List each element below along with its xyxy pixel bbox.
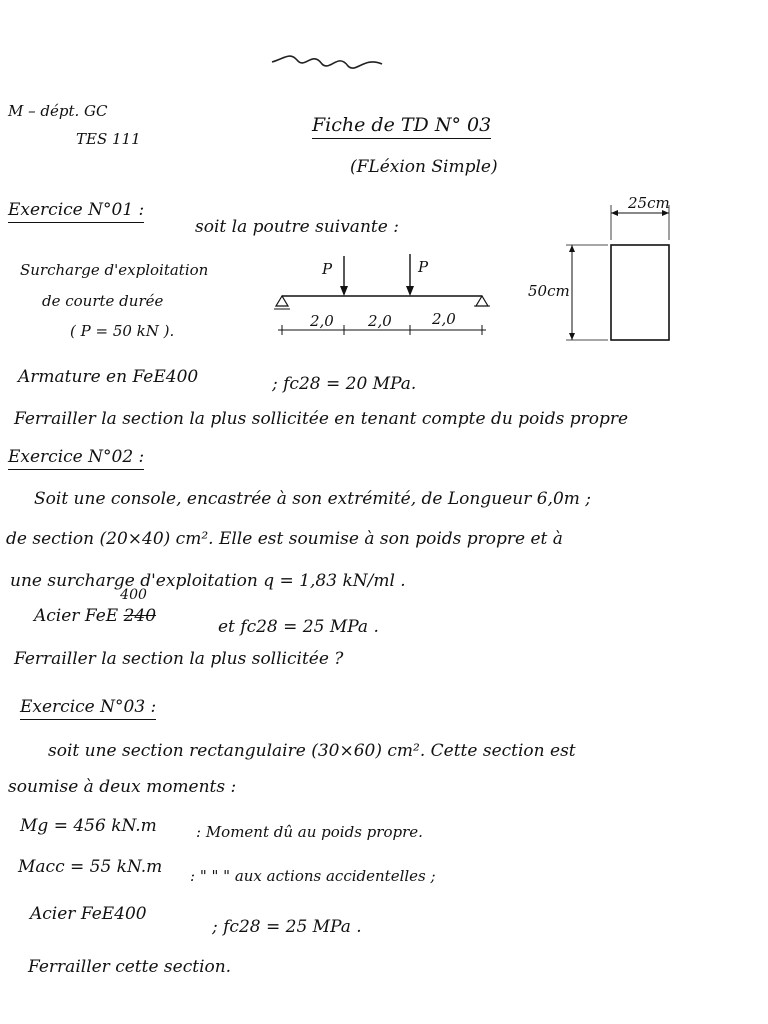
exercise-2-steel: [34, 587, 157, 626]
section-width-label: 25cm: [628, 194, 670, 212]
load-label-1: P: [322, 260, 333, 278]
exercise-3-moment-1-description: : Moment dû au poids propre.: [196, 823, 423, 841]
exercise-2-line-3: une surcharge d'exploitation q = 1,83 kN/ml .: [10, 571, 406, 591]
module-code: TES 111: [76, 130, 141, 148]
exercise-3-line-2: soumise à deux moments :: [8, 777, 237, 797]
exercise-2-steel-old-grade: 240: [123, 606, 157, 626]
exercise-2-concrete: et fc28 = 25 MPa .: [218, 617, 379, 637]
exercise-2-steel-prefix: Acier FeE: [34, 606, 119, 626]
left-support-icon: [276, 296, 288, 306]
page-title: Fiche de TD N° 03: [312, 115, 491, 139]
exercise-2-steel-new-grade: 400: [120, 587, 147, 603]
exercise-2-task: Ferrailler la section la plus sollicitée ?: [14, 649, 344, 669]
exercise-1-load-line-3: ( P = 50 kN ).: [70, 322, 175, 340]
exercise-3-heading: Exercice N°03 :: [20, 698, 156, 720]
load-label-2: P: [418, 258, 429, 276]
exercise-1-concrete: ; fc28 = 20 MPa.: [272, 374, 417, 394]
span-label-3: 2,0: [432, 310, 456, 328]
exercise-1-load-line-1: Surcharge d'exploitation: [20, 261, 209, 279]
exercise-1-task: Ferrailler la section la plus sollicitée en tenant compte du poids propre: [14, 409, 629, 429]
exercise-2-line-2: de section (20×40) cm². Elle est soumise à son poids propre et à: [6, 529, 563, 549]
exercise-1-steel: Armature en FeE400: [18, 367, 199, 387]
exercise-1-load-line-2: de courte durée: [42, 292, 164, 310]
page-subtitle: (FLéxion Simple): [350, 157, 498, 177]
section-height-label: 50cm: [528, 282, 570, 300]
exercise-3-steel: Acier FeE400: [30, 904, 147, 924]
exercise-3-moment-2-description: : " " " aux actions accidentelles ;: [190, 867, 436, 885]
exercise-3-line-1: soit une section rectangulaire (30×60) cm². Cette section est: [48, 741, 576, 761]
exercise-3-concrete: ; fc28 = 25 MPa .: [212, 917, 362, 937]
cross-section-rect: [611, 245, 669, 340]
exercise-3-moment-2-value: Macc = 55 kN.m: [18, 857, 163, 877]
exercise-3-task: Ferrailler cette section.: [28, 957, 232, 977]
span-label-1: 2,0: [310, 312, 334, 330]
exercise-2-line-1: Soit une console, encastrée à son extrémité, de Longueur 6,0m ;: [34, 489, 592, 509]
exercise-1-intro: soit la poutre suivante :: [195, 217, 399, 237]
exercise-1-heading: Exercice N°01 :: [8, 201, 144, 223]
right-support-icon: [476, 296, 488, 306]
exercise-2-heading: Exercice N°02 :: [8, 448, 144, 470]
span-label-2: 2,0: [368, 312, 392, 330]
exercise-3-moment-1-value: Mg = 456 kN.m: [20, 816, 157, 836]
department-label: M – dépt. GC: [8, 102, 108, 120]
